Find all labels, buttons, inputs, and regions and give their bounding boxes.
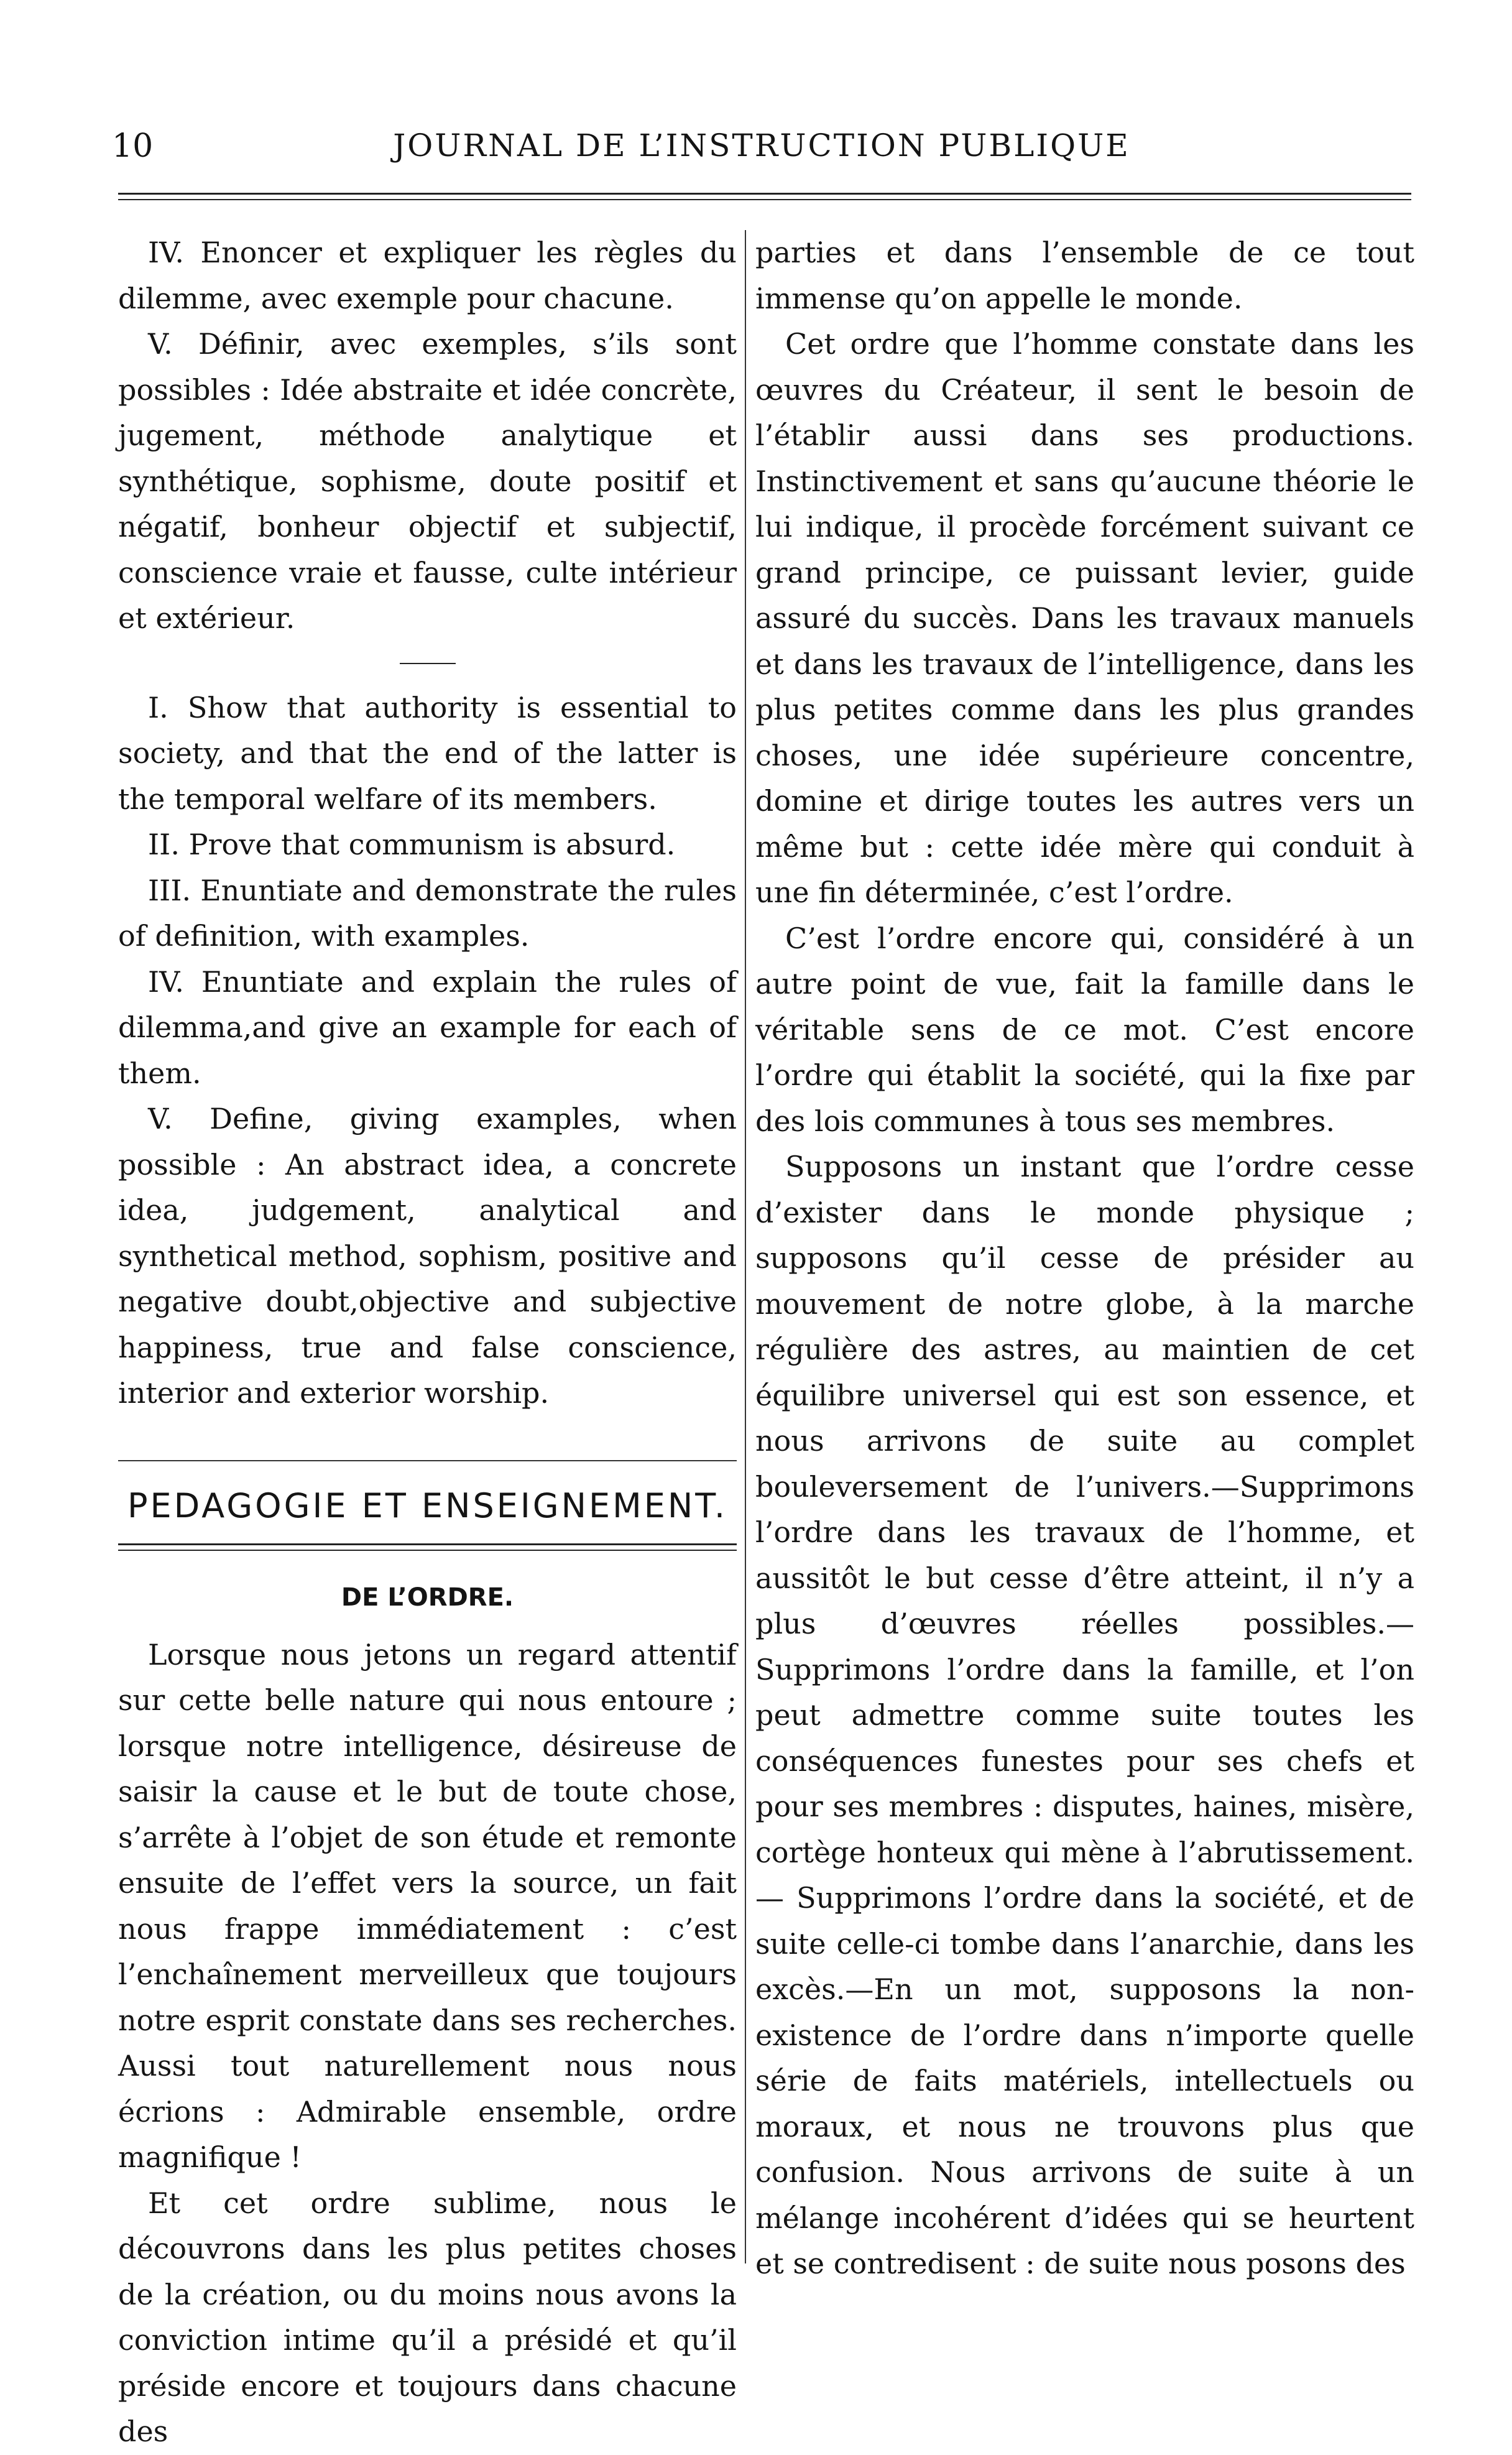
header-rule	[118, 193, 1411, 200]
body-paragraph: Lorsque nous jetons un regard attentif sur cette belle nature qui nous entoure ; lorsque notre intelligence, désireuse de saisir la cause et le but de toute chose, s’arrête à l’objet de son étude et remonte ensuite de l’effet vers la source, un fait nous frappe immédiatement : c’est l’enchaînement merveilleux que toujours notre esprit constate dans ses recherches. Aussi tout naturellement nous nous écrions : Admirable ensemble, ordre magnifique !	[118, 1637, 737, 2174]
section-rule-top	[118, 1460, 737, 1461]
left-column	[118, 230, 737, 2455]
page-number: 10	[112, 127, 154, 165]
body-paragraph: parties et dans l’ensemble de ce tout immense qu’on appelle le monde.	[755, 236, 1414, 315]
running-title: JOURNAL DE L’INSTRUCTION PUBLIQUE	[393, 127, 1130, 164]
question-en-5: V. Define, giving examples, when possible : An abstract idea, a concrete idea, judgement, analytical and synthetical method, sophism, positive and negative doubt,objective and subjective happiness, true and false conscience, interior and exterior worship.	[118, 1102, 737, 1410]
question-fr-4: IV. Enoncer et expliquer les règles du dilemme, avec exemple pour chacune.	[118, 236, 737, 315]
question-en-3: III. Enuntiate and demonstrate the rules of definition, with examples.	[118, 873, 737, 953]
separator-rule	[400, 663, 456, 664]
body-paragraph: Cet ordre que l’homme constate dans les œuvres du Créateur, il sent le besoin de l’établir aussi dans ses productions. Instinctivement et sans qu’aucune théorie le lui indique, il procède forcément suivant ce grand principe, ce puissant levier, guide assuré du succès. Dans les travaux manuels et dans les travaux de l’intelligence, dans les plus petites comme dans les plus grandes choses, une idée supérieure concentre, domine et dirige toutes les autres vers un même but : cette idée mère qui conduit à une fin déterminée, c’est l’ordre.	[755, 327, 1414, 909]
body-paragraph: Et cet ordre sublime, nous le découvrons dans les plus petites choses de la création, ou du moins nous avons la conviction intime qu’il a présidé et qu’il préside encore et toujours dans chacune des	[118, 2186, 737, 2448]
section-title: PEDAGOGIE ET ENSEIGNEMENT.	[127, 1486, 728, 1525]
question-en-2: II. Prove that communism is absurd.	[148, 828, 676, 861]
page-header	[112, 127, 1411, 183]
section-heading-block	[118, 1460, 737, 1551]
section-rule-bottom	[118, 1543, 737, 1551]
question-en-4: IV. Enuntiate and explain the rules of dilemma,and give an example for each of them.	[118, 964, 737, 1090]
article-title: DE L’ORDRE.	[341, 1583, 514, 1612]
body-paragraph: C’est l’ordre encore qui, considéré à un autre point de vue, fait la famille dans le véritable sens de ce mot. C’est encore l’ordre qui établit la société, qui la fixe par des lois communes à tous ses membres.	[755, 921, 1414, 1138]
right-column	[755, 230, 1414, 2287]
body-paragraph: Supposons un instant que l’ordre cesse d’exister dans le monde physique ; supposons qu’il cesse de présider au mouvement de notre globe, à la marche régulière des astres, au maintien de cet équilibre universel qui est son essence, et nous arrivons de suite au complet bouleversement de l’univers.—Supprimons l’ordre dans les travaux de l’homme, et aussitôt le but cesse d’être atteint, il n’y a plus d’œuvres réelles possibles.—Supprimons l’ordre dans la famille, et l’on peut admettre comme suite toutes les conséquences funestes pour ses chefs et pour ses membres : disputes, haines, misère, cortège honteux qui mène à l’abrutissement. — Supprimons l’ordre dans la société, et de suite celle-ci tombe dans l’anarchie, dans les excès.—En un mot, supposons la non-existence de l’ordre dans n’importe quelle série de faits matériels, intellectuels ou moraux, et nous ne trouvons plus que confusion. Nous arrivons de suite à un mélange incohérent d’idées qui se heurtent et se contredisent : de suite nous posons des	[755, 1150, 1414, 2280]
column-divider	[745, 230, 746, 2263]
question-en-1: I. Show that authority is essential to society, and that the end of the latter is the temporal welfare of its members.	[118, 690, 737, 816]
question-fr-5: V. Définir, avec exemples, s’ils sont possibles : Idée abstraite et idée concrète, jugement, méthode analytique et synthétique, sophisme, doute positif et négatif, bonheur objectif et subjectif, conscience vraie et fausse, culte intérieur et extérieur.	[118, 327, 737, 635]
